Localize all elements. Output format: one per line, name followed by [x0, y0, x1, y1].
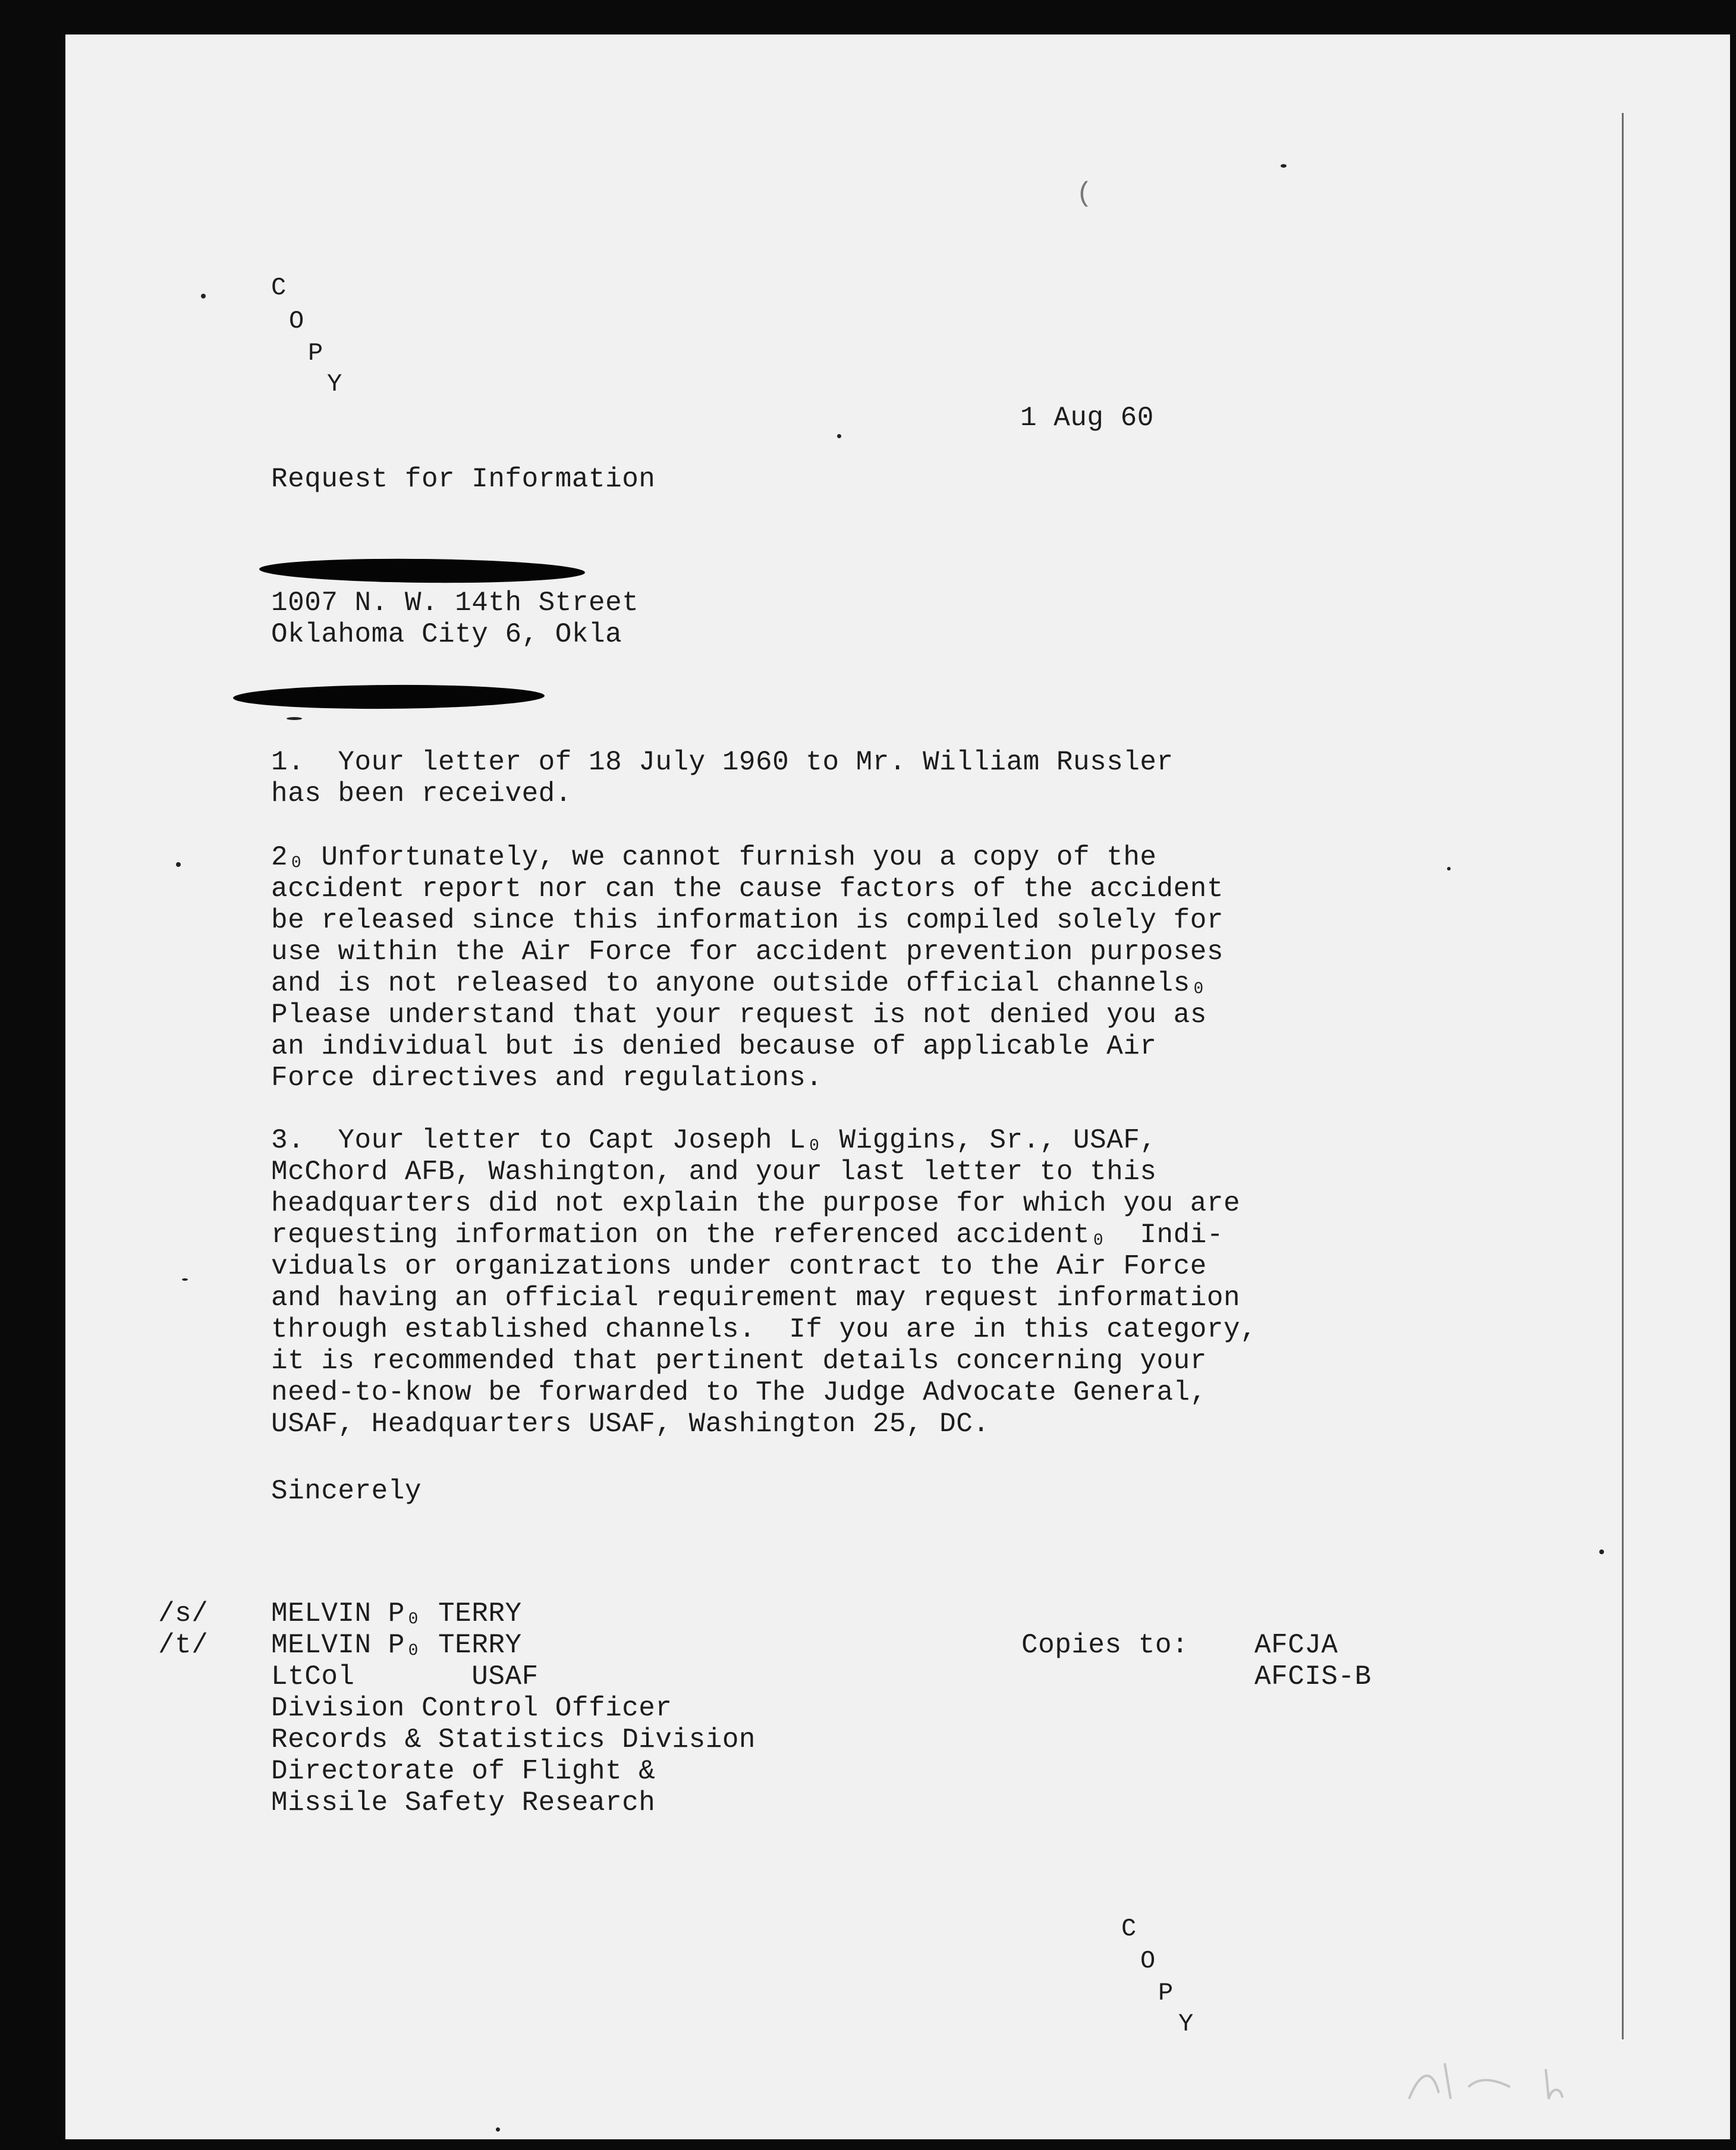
copy-stamp-letter: O	[1140, 1947, 1156, 1975]
signature-line: Records & Statistics Division	[271, 1724, 756, 1755]
copy-stamp-letter: O	[289, 307, 304, 335]
paragraph-line: an individual but is denied because of applicable Air	[271, 1031, 1157, 1062]
margin-mark: (	[1076, 178, 1093, 209]
speck	[176, 862, 181, 867]
address-line: 1007 N. W. 14th Street	[271, 587, 639, 618]
paragraph-line: has been received.	[271, 778, 572, 809]
signature-line: LtCol USAF	[271, 1661, 539, 1692]
typed-mark: /t/	[158, 1630, 209, 1661]
speck	[837, 434, 841, 438]
speck	[1281, 164, 1287, 168]
paragraph-1	[271, 747, 1174, 810]
letter-subject: Request for Information	[271, 464, 656, 495]
signature-line: Division Control Officer	[271, 1693, 672, 1724]
speck	[182, 1278, 188, 1281]
copy-stamp-letter: Y	[327, 370, 342, 398]
paragraph-line: be released since this information is compiled solely for	[271, 905, 1224, 936]
copies-recipients	[1254, 1630, 1372, 1693]
copy-stamp-letter: Y	[1178, 2010, 1194, 2038]
signature-line: Missile Safety Research	[271, 1787, 656, 1818]
copy-stamp-letter: P	[1158, 1979, 1174, 2007]
copies-recipient: AFCIS-B	[1254, 1661, 1372, 1692]
signature-line: MELVIN P₀ TERRY	[271, 1598, 522, 1629]
paragraph-line: and having an official requirement may request information	[271, 1283, 1241, 1313]
closing: Sincerely	[271, 1476, 422, 1507]
paragraph-line: McChord AFB, Washington, and your last letter to this	[271, 1156, 1157, 1187]
speck	[1447, 867, 1451, 870]
signature-line: MELVIN P₀ TERRY	[271, 1630, 522, 1661]
paragraph-line: and is not released to anyone outside official channels₀	[271, 968, 1207, 999]
paragraph-2	[271, 842, 1224, 1094]
speck	[1599, 1549, 1604, 1554]
paragraph-line: Force directives and regulations.	[271, 1063, 823, 1093]
paragraph-line: viduals or organizations under contract to the Air Force	[271, 1251, 1207, 1282]
paragraph-line: need-to-know be forwarded to The Judge Advocate General,	[271, 1377, 1207, 1408]
address-line: Oklahoma City 6, Okla	[271, 619, 622, 650]
paragraph-line: requesting information on the referenced accident₀ Indi-	[271, 1219, 1224, 1250]
speck	[201, 294, 206, 298]
speck	[496, 2127, 500, 2132]
paragraph-line: it is recommended that pertinent details concerning your	[271, 1346, 1207, 1376]
copies-label: Copies to:	[1021, 1630, 1189, 1661]
paragraph-line: Please understand that your request is not denied you as	[271, 999, 1207, 1030]
copies-recipient: AFCJA	[1254, 1630, 1338, 1661]
paragraph-line: headquarters did not explain the purpose for which you are	[271, 1188, 1241, 1219]
copy-stamp-letter: C	[271, 274, 287, 302]
paragraph-line: 3. Your letter to Capt Joseph L₀ Wiggins, Sr., USAF,	[271, 1125, 1157, 1156]
copy-stamp-letter: C	[1121, 1915, 1137, 1943]
handwritten-scribble	[1403, 2045, 1581, 2117]
speck	[287, 717, 302, 720]
paragraph-line: USAF, Headquarters USAF, Washington 25, DC.	[271, 1409, 990, 1439]
paragraph-3	[271, 1125, 1257, 1440]
copy-stamp-letter: P	[308, 339, 323, 367]
paragraph-line: use within the Air Force for accident prevention purposes	[271, 936, 1224, 967]
paragraph-line: through established channels. If you are in this category,	[271, 1314, 1257, 1345]
signature-block	[271, 1598, 756, 1819]
paragraph-line: 2₀ Unfortunately, we cannot furnish you a copy of the	[271, 842, 1157, 873]
signature-line: Directorate of Flight &	[271, 1756, 656, 1787]
paragraph-line: 1. Your letter of 18 July 1960 to Mr. William Russler	[271, 747, 1174, 778]
signed-mark: /s/	[158, 1598, 209, 1629]
letter-date: 1 Aug 60	[1020, 403, 1154, 433]
paragraph-line: accident report nor can the cause factors of the accident	[271, 873, 1224, 904]
page-edge-line	[1622, 113, 1624, 2039]
recipient-address	[271, 587, 639, 650]
